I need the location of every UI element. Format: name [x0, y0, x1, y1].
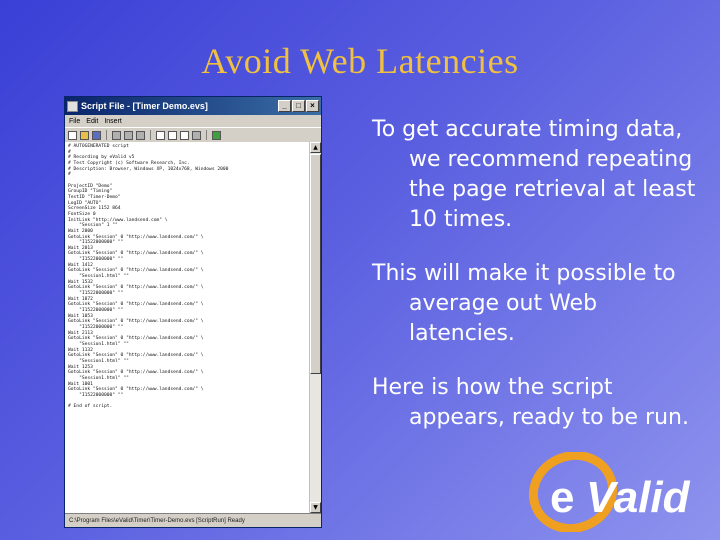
- script-line: # End of script.: [68, 404, 113, 410]
- script-line: Wait 1532: [68, 279, 93, 285]
- run-icon[interactable]: [212, 131, 221, 140]
- script-line: Wait 1872: [68, 296, 93, 302]
- bullet-text: Here is how the script appears, ready to be run.: [372, 375, 689, 430]
- options-icon[interactable]: [192, 131, 201, 140]
- script-line: # Test Copyright (c) Software Research, Inc.: [68, 160, 190, 166]
- toolbar-separator: [206, 130, 207, 140]
- script-line: ScreenSize 1152 864: [68, 206, 121, 212]
- script-line: #: [68, 149, 71, 155]
- paste-icon[interactable]: [136, 131, 145, 140]
- script-line: GotoLink "Session" 0 "http://www.landsend.com/" \: [68, 353, 204, 359]
- replace-icon[interactable]: [168, 131, 177, 140]
- maximize-button[interactable]: □: [292, 100, 305, 112]
- find-icon[interactable]: [156, 131, 165, 140]
- script-line: InitLink "http://www.landsend.com" \: [68, 217, 168, 223]
- menubar: [65, 115, 321, 127]
- script-line: GotoLink "Session" 0 "http://www.landsend.com/" \: [68, 251, 204, 257]
- evalid-logo-graphic: [528, 452, 716, 532]
- script-line: #: [68, 172, 71, 178]
- status-bar: C:\Program Files\eValid\Timer\Timer-Demo.evs [ScriptRun] Ready: [65, 513, 321, 527]
- bullet-text: To get accurate timing data, we recommend repeating the page retrieval at least 10 times.: [372, 117, 696, 232]
- script-line: Wait 1253: [68, 364, 93, 370]
- script-file-window: [64, 96, 322, 528]
- script-line: FontSize 0: [68, 211, 96, 217]
- window-titlebar[interactable]: [65, 97, 321, 115]
- script-line: GotoLink "Session" 0 "http://www.landsend.com/" \: [68, 387, 204, 393]
- script-line: Wait 1001: [68, 381, 93, 387]
- close-button[interactable]: ×: [306, 100, 319, 112]
- menu-file[interactable]: File: [69, 117, 81, 125]
- script-line: GotoLink "Session" 0 "http://www.landsend.com/" \: [68, 370, 204, 376]
- cut-icon[interactable]: [112, 131, 121, 140]
- script-line: # Description: Browser, Windows XP, 1024x768, Windows 2000: [68, 166, 229, 172]
- bullet-list: [372, 115, 702, 457]
- toolbar: [65, 127, 321, 143]
- script-line: TestID "Timer-Demo": [68, 194, 121, 200]
- open-folder-icon[interactable]: [80, 131, 89, 140]
- vertical-scrollbar[interactable]: [309, 142, 321, 513]
- script-line: GotoLink "Session" 0 "http://www.landsend.com/" \: [68, 302, 204, 308]
- script-line: Wait 2000: [68, 228, 93, 234]
- slide-title: Avoid Web Latencies: [201, 41, 519, 81]
- script-line: "I1522000000" "": [68, 325, 124, 330]
- script-line: "Session1.html" "": [68, 341, 129, 347]
- evalid-logo: [528, 452, 716, 536]
- script-line: GroupID "Timing": [68, 189, 113, 195]
- script-line: "I1522000000" "": [68, 308, 124, 314]
- toolbar-separator: [150, 130, 151, 140]
- script-line: "Session1.html" "": [68, 375, 129, 381]
- script-line: # AUTOGENERATED script: [68, 144, 129, 149]
- script-line: Wait 2113: [68, 330, 93, 336]
- print-icon[interactable]: [180, 131, 189, 140]
- svg-text:e: e: [550, 473, 575, 522]
- window-title: Script File - [Timer Demo.evs]: [81, 101, 208, 111]
- scroll-thumb[interactable]: [310, 154, 321, 374]
- svg-text:Valid: Valid: [586, 473, 690, 522]
- toolbar-separator: [106, 130, 107, 140]
- new-file-icon[interactable]: [68, 131, 77, 140]
- script-line: "Session" 1 "": [68, 223, 118, 229]
- app-icon: [67, 101, 78, 112]
- minimize-button[interactable]: _: [278, 100, 291, 112]
- scroll-down-icon[interactable]: ▼: [310, 502, 321, 513]
- script-line: "Session1.html" "": [68, 274, 129, 280]
- script-line: "I1522000000" "": [68, 257, 124, 263]
- script-line: Wait 1132: [68, 347, 93, 353]
- script-line: ProjectID "Demo": [68, 183, 113, 189]
- script-line: Wait 2013: [68, 245, 93, 251]
- script-line: GotoLink "Session" 0 "http://www.landsend.com/" \: [68, 268, 204, 274]
- script-line: "I1522000000" "": [68, 240, 124, 246]
- script-line: Wait 1053: [68, 313, 93, 319]
- script-line: GotoLink "Session" 0 "http://www.landsend.com/" \: [68, 336, 204, 342]
- menu-insert[interactable]: Insert: [104, 117, 122, 125]
- script-line: Wait 1412: [68, 262, 93, 268]
- script-line: LogID "AUTO": [68, 200, 102, 206]
- script-line: "I1522000000" "": [68, 392, 124, 398]
- script-line: GotoLink "Session" 0 "http://www.landsend.com/" \: [68, 319, 204, 325]
- copy-icon[interactable]: [124, 131, 133, 140]
- save-icon[interactable]: [92, 131, 101, 140]
- script-line: # Recording by eValid v5: [68, 155, 135, 161]
- bullet-text: This will make it possible to average out Web latencies.: [372, 261, 676, 346]
- scroll-up-icon[interactable]: ▲: [310, 142, 321, 153]
- script-line: GotoLink "Session" 0 "http://www.landsend.com/" \: [68, 285, 204, 291]
- script-line: "Session1.html" "": [68, 358, 129, 364]
- menu-edit[interactable]: Edit: [86, 117, 99, 125]
- script-line: "I1522000000" "": [68, 291, 124, 297]
- script-editor[interactable]: [65, 142, 309, 513]
- script-line: GotoLink "Session" 0 "http://www.landsend.com/" \: [68, 234, 204, 240]
